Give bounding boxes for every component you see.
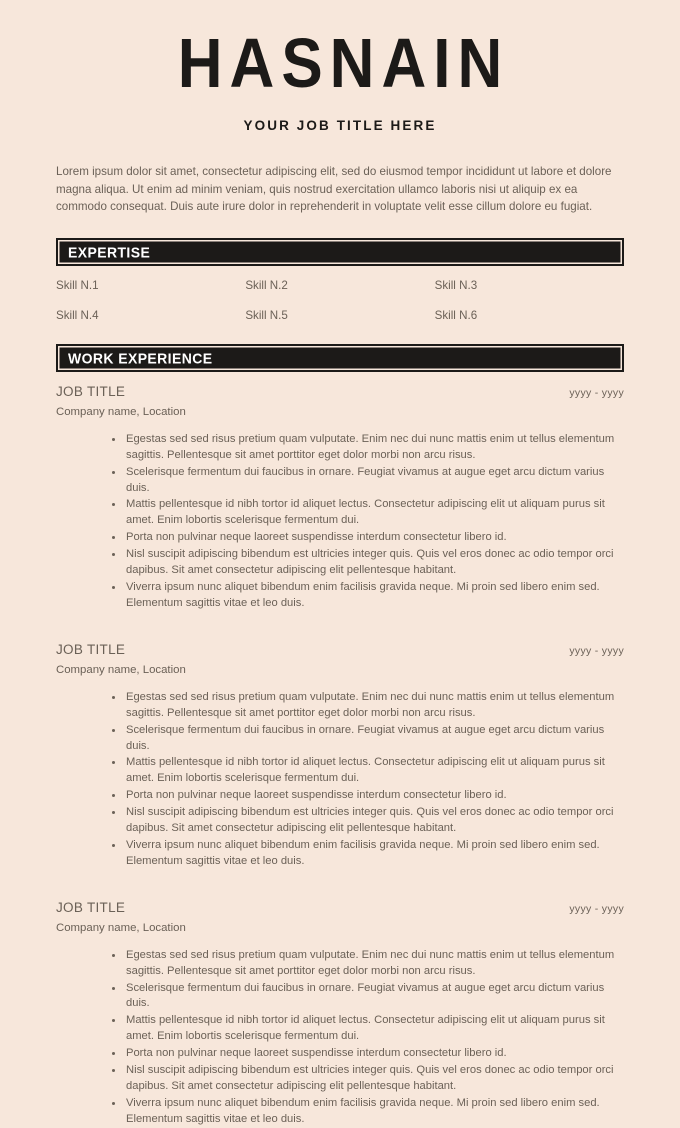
job-spacer [56,878,624,900]
section-title-work-experience: WORK EXPERIENCE [68,349,213,367]
candidate-name: HASNAIN [177,25,510,103]
skills-row [56,279,624,292]
section-title-expertise: EXPERTISE [68,243,151,261]
job-dates: yyyy - yyyy [569,386,624,399]
job-role: JOB TITLE [56,383,126,399]
skill-item: Skill N.2 [245,278,288,292]
job-bullet: Egestas sed sed risus pretium quam vulputate. Enim nec dui nunc mattis enim ut tellus elementum sagittis. Pellentesque sit amet porttitor eget dolor morbi non arcu risus. [112,948,624,980]
job-header [56,642,624,657]
job-bullet: Nisl suscipit adipiscing bibendum est ultricies integer quis. Quis vel eros donec ac odio tempor orci dapibus. Sit amet consectetur adipiscing elit pellentesque habitant. [112,805,624,837]
job-dates: yyyy - yyyy [569,902,624,915]
profile-summary: Lorem ipsum dolor sit amet, consectetur adipiscing elit, sed do eiusmod tempor incididunt ut labore et dolore magna aliqua. Ut enim ad minim veniam, quis nostrud exercitation ullamco laboris nisi ut aliquip ex ea commodo consequat. Duis aute irure dolor in reprehenderit in voluptate velit esse cillum dolore eu fugiat. [56,165,612,214]
job-header [56,900,624,915]
resume-header [56,0,624,133]
job-bullet: Egestas sed sed risus pretium quam vulputate. Enim nec dui nunc mattis enim ut tellus elementum sagittis. Pellentesque sit amet porttitor eget dolor morbi non arcu risus. [112,690,624,722]
job-spacer [56,620,624,642]
job-bullet: Viverra ipsum nunc aliquet bibendum enim facilisis gravida neque. Mi proin sed libero enim sed. Elementum sagittis vitae et leo duis. [112,838,624,870]
job-bullet-list [56,432,624,612]
job-bullet: Viverra ipsum nunc aliquet bibendum enim facilisis gravida neque. Mi proin sed libero enim sed. Elementum sagittis vitae et leo duis. [112,1096,624,1128]
job-bullet: Porta non pulvinar neque laoreet suspendisse interdum consectetur libero id. [112,1046,624,1062]
job-role: JOB TITLE [56,641,126,657]
job-bullet: Nisl suscipit adipiscing bibendum est ultricies integer quis. Quis vel eros donec ac odio tempor orci dapibus. Sit amet consectetur adipiscing elit pellentesque habitant. [112,547,624,579]
job-entry [56,384,624,612]
job-bullet: Scelerisque fermentum dui faucibus in ornare. Feugiat vivamus at augue eget arcu dictum varius duis. [112,981,624,1013]
job-bullet-list [56,948,624,1128]
skill-item: Skill N.5 [245,308,288,322]
job-entry [56,900,624,1128]
job-bullet: Porta non pulvinar neque laoreet suspendisse interdum consectetur libero id. [112,530,624,546]
job-dates: yyyy - yyyy [569,644,624,657]
job-bullet: Scelerisque fermentum dui faucibus in ornare. Feugiat vivamus at augue eget arcu dictum varius duis. [112,465,624,497]
job-role: JOB TITLE [56,899,126,915]
job-bullet: Egestas sed sed risus pretium quam vulputate. Enim nec dui nunc mattis enim ut tellus elementum sagittis. Pellentesque sit amet porttitor eget dolor morbi non arcu risus. [112,432,624,464]
job-bullet: Porta non pulvinar neque laoreet suspendisse interdum consectetur libero id. [112,788,624,804]
job-header [56,384,624,399]
job-bullet: Scelerisque fermentum dui faucibus in ornare. Feugiat vivamus at augue eget arcu dictum varius duis. [112,723,624,755]
skill-item: Skill N.6 [434,308,478,322]
section-header-expertise [56,238,624,266]
skills-row [56,309,624,322]
job-bullet: Mattis pellentesque id nibh tortor id aliquet lectus. Consectetur adipiscing elit ut aliquam purus sit amet. Enim lobortis scelerisque fermentum dui. [112,755,624,787]
section-header-work-experience [56,344,624,372]
job-bullet: Viverra ipsum nunc aliquet bibendum enim facilisis gravida neque. Mi proin sed libero enim sed. Elementum sagittis vitae et leo duis. [112,580,624,612]
job-entry [56,642,624,870]
job-bullet: Mattis pellentesque id nibh tortor id aliquet lectus. Consectetur adipiscing elit ut aliquam purus sit amet. Enim lobortis scelerisque fermentum dui. [112,1013,624,1045]
job-company: Company name, Location [56,663,186,676]
skill-item: Skill N.1 [56,278,99,292]
job-company: Company name, Location [56,921,186,934]
job-bullet-list [56,690,624,870]
work-experience-list [56,384,624,1128]
job-bullet: Nisl suscipit adipiscing bibendum est ultricies integer quis. Quis vel eros donec ac odio tempor orci dapibus. Sit amet consectetur adipiscing elit pellentesque habitant. [112,1063,624,1095]
candidate-job-title: YOUR JOB TITLE HERE [243,118,437,133]
skills-grid [56,279,624,322]
skill-item: Skill N.4 [56,308,99,322]
job-bullet: Mattis pellentesque id nibh tortor id aliquet lectus. Consectetur adipiscing elit ut aliquam purus sit amet. Enim lobortis scelerisque fermentum dui. [112,497,624,529]
job-company: Company name, Location [56,405,186,418]
skill-item: Skill N.3 [434,278,478,292]
